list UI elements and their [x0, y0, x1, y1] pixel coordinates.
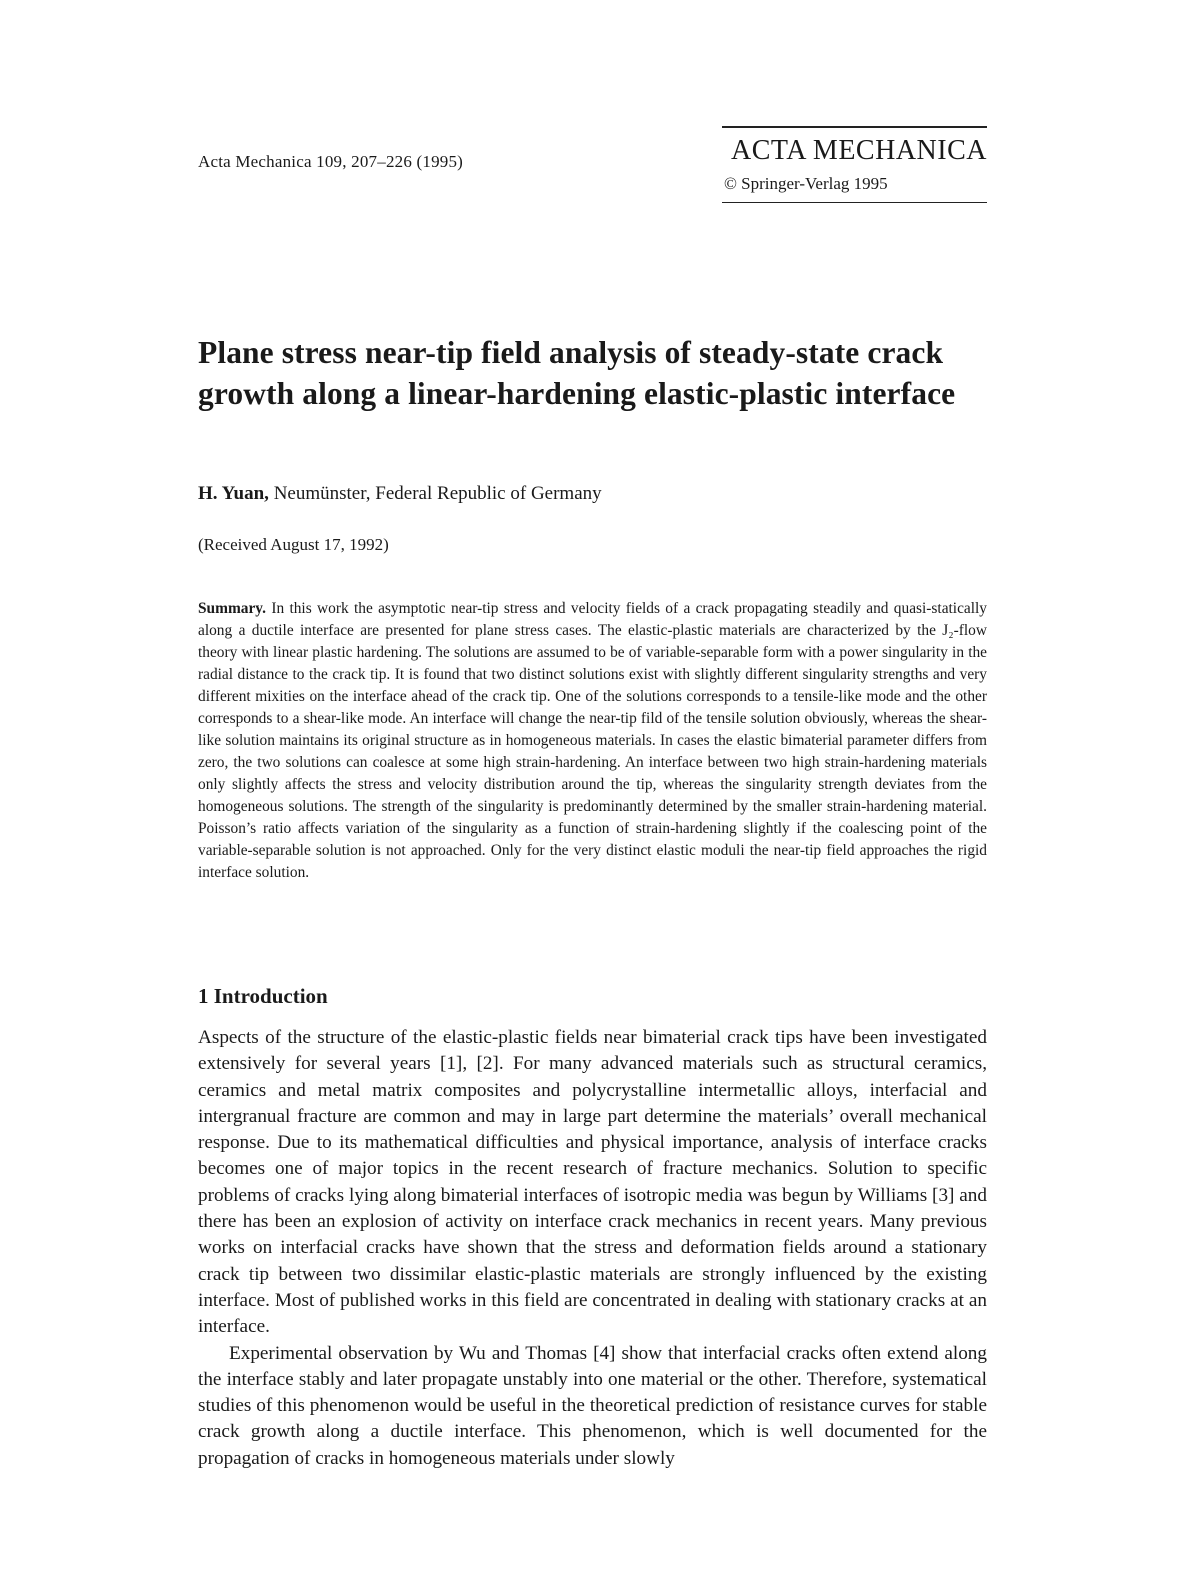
abstract-text: In this work the asymptotic near-tip stress and velocity fields of a crack propagating steadily and quasi-statically along a ductile interface are presented for plane stress cases. The elastic-plastic materials are characterized by the J₂-flow theory with linear plastic hardening. The solutions are assumed to be of variable-separable form with a power singularity in the radial distance to the crack tip. It is found that two distinct solutions exist with slightly different singularity strengths and very different mixities on the interface ahead of the crack tip. One of the solutions corresponds to a tensile-like mode and the other corresponds to a shear-like mode. An interface will change the near-tip fild of the tensile solution obviously, whereas the shear-like solution maintains its original structure as in homogeneous materials. In cases the elastic bimaterial parameter differs from zero, the two solutions can coalesce at some high strain-hardening. An interface between two high strain-hardening materials only slightly affects the stress and velocity distribution around the tip, whereas the singularity strength deviates from the homogeneous solutions. The strength of the singularity is predominantly determined by the smaller strain-hardening material. Poisson’s ratio affects variation of the singularity as a function of strain-hardening slightly if the coalescing point of the variable-separable solution is not approached. Only for the very distinct elastic moduli the near-tip field approaches the rigid interface solution. [198, 600, 987, 881]
masthead-top-rule [722, 126, 987, 128]
body-paragraph: Experimental observation by Wu and Thomas [4] show that interfacial cracks often extend along the interface stably and later propagate unstably into one material or the other. Therefore, systematical studies of this phenomenon would be useful in the theoretical prediction of resistance curves for stable crack growth along a ductile interface. This phenomenon, which is well documented for the propagation of cracks in homogeneous materials under slowly [198, 1342, 987, 1469]
section-heading: 1 Introduction [198, 984, 328, 1008]
copyright-notice: © Springer-Verlag 1995 [724, 173, 888, 193]
author-affiliation: Neumünster, Federal Republic of Germany [273, 483, 602, 504]
author-name: H. Yuan, [198, 483, 269, 504]
journal-name: ACTA MECHANICA [731, 134, 987, 166]
body-paragraph: Aspects of the structure of the elastic-plastic fields near bimaterial crack tips have been investigated extensively for several years [1], [2]. For many advanced materials such as structural ceramics, ceramics and metal matrix composites and polycrystalline intermetallic alloys, interfacial and intergranual fracture are common and may in large part determine the materials’ overall mechanical response. Due to its mathematical difficulties and physical importance, analysis of interface cracks becomes one of major topics in the recent research of fracture mechanics. Solution to specific problems of cracks lying along bimaterial interfaces of isotropic media was begun by Williams [3] and there has been an explosion of activity on interface crack mechanics in recent years. Many previous works on interfacial cracks have shown that the stress and deformation fields around a stationary crack tip between two dissimilar elastic-plastic materials are strongly influenced by the existing interface. Most of published works in this field are concentrated in dealing with stationary cracks at an interface. [198, 1027, 987, 1338]
received-date: (Received August 17, 1992) [198, 535, 389, 554]
abstract [198, 598, 987, 884]
abstract-label: Summary. [198, 600, 266, 617]
journal-masthead [722, 126, 987, 203]
paper-title: Plane stress near-tip field analysis of steady-state crack growth along a linear-hardening elastic-plastic interface [198, 335, 956, 411]
author-line [198, 483, 602, 505]
section-body [198, 1025, 987, 1472]
journal-citation: Acta Mechanica 109, 207–226 (1995) [198, 152, 464, 171]
masthead-bottom-rule [722, 202, 987, 204]
